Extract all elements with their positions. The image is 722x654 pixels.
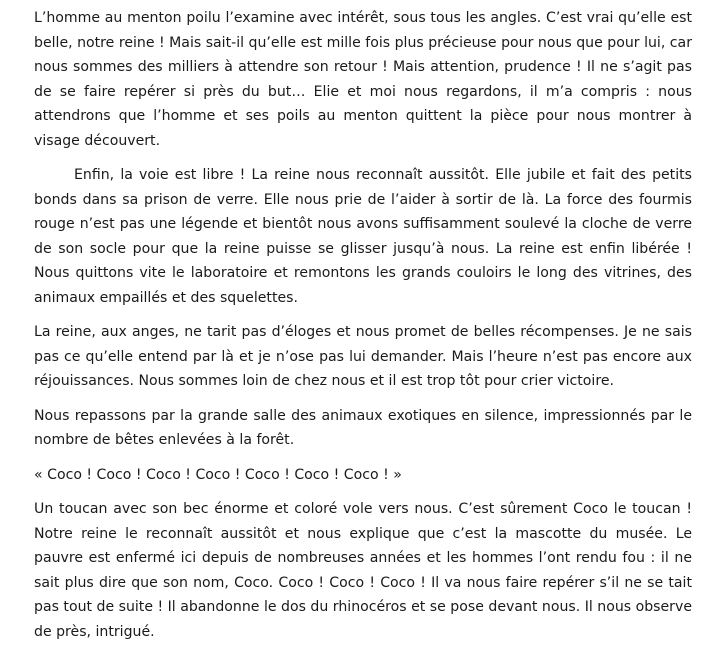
paragraph-5-dialogue: « Coco ! Coco ! Coco ! Coco ! Coco ! Coco ! Coco ! » [34, 466, 402, 483]
paragraph-2: Enfin, la voie est libre ! La reine nous reconnaît aussitôt. Elle jubile et fait des petits bonds dans sa prison de verre. Elle nous prie de l’aider à sortir de là. La force des fourmis rouge n’est pas une légende et bientôt nous avons suffisamment soulevé la cloche de verre de son socle pour que la reine puisse se glisser jusqu’à nous. La reine est enfin libérée ! Nous quittons vite le laboratoire et remontons les grands couloirs le long des vitrines, des animaux empaillés et des squelettes. [34, 167, 692, 306]
document-page [34, 6, 692, 654]
paragraph-1: L’homme au menton poilu l’examine avec intérêt, sous tous les angles. C’est vrai qu’elle est belle, notre reine ! Mais sait-il qu’elle est mille fois plus précieuse pour nous que pour lui, car nous sommes des milliers à attendre son retour ! Mais attention, prudence ! Il ne s’agit pas de se faire repérer si près du but… Elie et moi nous regardons, il m’a compris : nous attendrons que l’homme et ses poils au menton quittent la pièce pour nous montrer à visage découvert. [34, 10, 692, 149]
paragraph-6: Un toucan avec son bec énorme et coloré vole vers nous. C’est sûrement Coco le toucan ! Notre reine le reconnaît aussitôt et nous explique que c’est la mascotte du musée. Le pauvre est enfermé ici depuis de nombreuses années et les hommes l’ont rendu fou : il ne sait plus dire que son nom, Coco. Coco ! Coco ! Coco ! Il va nous faire repérer s’il ne se tait pas tout de suite ! Il abandonne le dos du rhinocéros et se pose devant nous. Il nous observe de près, intrigué. [34, 501, 692, 640]
paragraph-3: La reine, aux anges, ne tarit pas d’éloges et nous promet de belles récompenses. Je ne sais pas ce qu’elle entend par là et je n’ose pas lui demander. Mais l’heure n’est pas encore aux réjouissances. Nous sommes loin de chez nous et il est trop tôt pour crier victoire. [34, 324, 692, 389]
paragraph-4: Nous repassons par la grande salle des animaux exotiques en silence, impressionnés par le nombre de bêtes enlevées à la forêt. [34, 407, 692, 448]
